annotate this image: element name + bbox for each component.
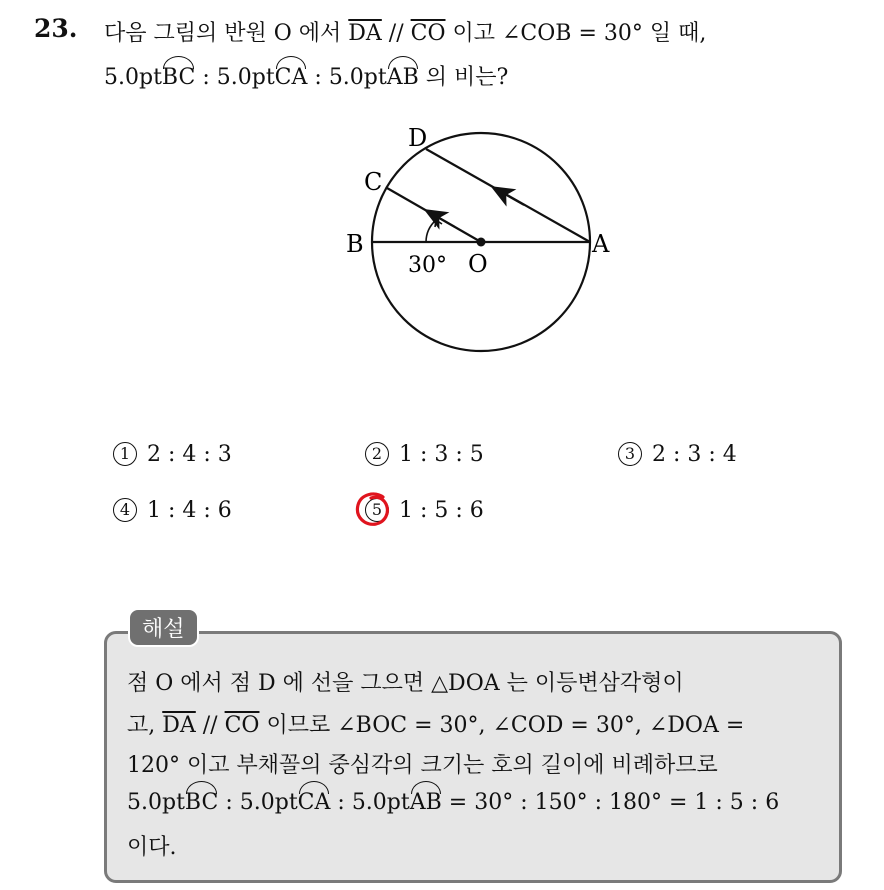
arc-ab: AB	[409, 790, 442, 815]
question-number: 23.	[34, 14, 78, 43]
explanation-tab: 해설	[128, 608, 199, 647]
question-condition: 이고 ∠COB = 30° 일 때,	[445, 21, 707, 46]
question-text: 다음 그림의 반원 O 에서	[104, 21, 349, 46]
choice-2[interactable]	[365, 442, 484, 467]
choice-4[interactable]	[113, 498, 232, 523]
explanation-line-4	[127, 790, 779, 815]
choice-text: 1 : 3 : 5	[399, 442, 484, 467]
ratio-separator: :	[330, 790, 352, 815]
choice-number: 1	[113, 442, 137, 466]
spacing-text: 5.0pt	[104, 65, 162, 90]
explanation-line-3: 120° 이고 부채꼴의 중심각의 크기는 호의 길이에 비례하므로	[127, 753, 718, 778]
choice-number: 4	[113, 498, 137, 522]
choice-text: 1 : 4 : 6	[147, 498, 232, 523]
ratio-separator: :	[218, 790, 240, 815]
explanation-line-2	[127, 708, 744, 739]
arc-ab: AB	[386, 65, 419, 90]
spacing-text: 5.0pt	[216, 65, 275, 90]
choice-number: 2	[365, 442, 389, 466]
angle-label: 30°	[408, 253, 447, 278]
segment-da: $\overline{DA}$	[162, 713, 196, 738]
arc-ca: CA	[274, 65, 308, 90]
parallel-symbol: //	[381, 21, 411, 46]
arc-bc: BC	[184, 790, 219, 815]
parallel-symbol: //	[195, 713, 225, 738]
choice-3[interactable]	[618, 442, 737, 467]
label-o: O	[468, 250, 488, 278]
ratio-result: = 30° : 150° : 180° = 1 : 5 : 6	[441, 790, 780, 815]
choice-number: 3	[618, 442, 642, 466]
arrow-ad	[501, 192, 524, 205]
question-line-1	[104, 16, 706, 47]
center-dot	[477, 238, 486, 247]
question-ask: 의 비는?	[418, 65, 509, 90]
segment-co: $\overline{CO}$	[224, 713, 260, 738]
spacing-text: 5.0pt	[351, 790, 410, 815]
answer-mark-icon	[353, 489, 393, 529]
choice-1[interactable]	[113, 442, 232, 467]
segment-co: $\overline{CO}$	[410, 21, 446, 46]
semicircle-figure	[340, 112, 630, 362]
ratio-separator: :	[195, 65, 217, 90]
label-d: D	[408, 124, 428, 152]
explanation-line-1: 점 O 에서 점 D 에 선을 그으면 △DOA 는 이등변삼각형이	[127, 671, 684, 696]
explanation-text: 이므로 ∠BOC = 30°, ∠COD = 30°, ∠DOA =	[259, 713, 745, 738]
choice-text: 2 : 4 : 3	[147, 442, 232, 467]
arc-ca: CA	[297, 790, 331, 815]
choice-text: 1 : 5 : 6	[399, 498, 484, 523]
choice-text: 2 : 3 : 4	[652, 442, 737, 467]
question-line-2	[104, 60, 508, 91]
explanation-line-5: 이다.	[127, 835, 177, 860]
label-c: C	[364, 168, 383, 196]
arc-bc: BC	[161, 65, 196, 90]
choice-number: 5	[365, 498, 389, 522]
explanation-text: 고,	[127, 713, 163, 738]
segment-da: $\overline{DA}$	[348, 21, 382, 46]
label-b: B	[346, 230, 364, 258]
spacing-text: 5.0pt	[239, 790, 298, 815]
spacing-text: 5.0pt	[127, 790, 185, 815]
label-a: A	[592, 230, 610, 258]
ratio-separator: :	[307, 65, 329, 90]
spacing-text: 5.0pt	[328, 65, 387, 90]
angle-arc	[426, 220, 436, 242]
